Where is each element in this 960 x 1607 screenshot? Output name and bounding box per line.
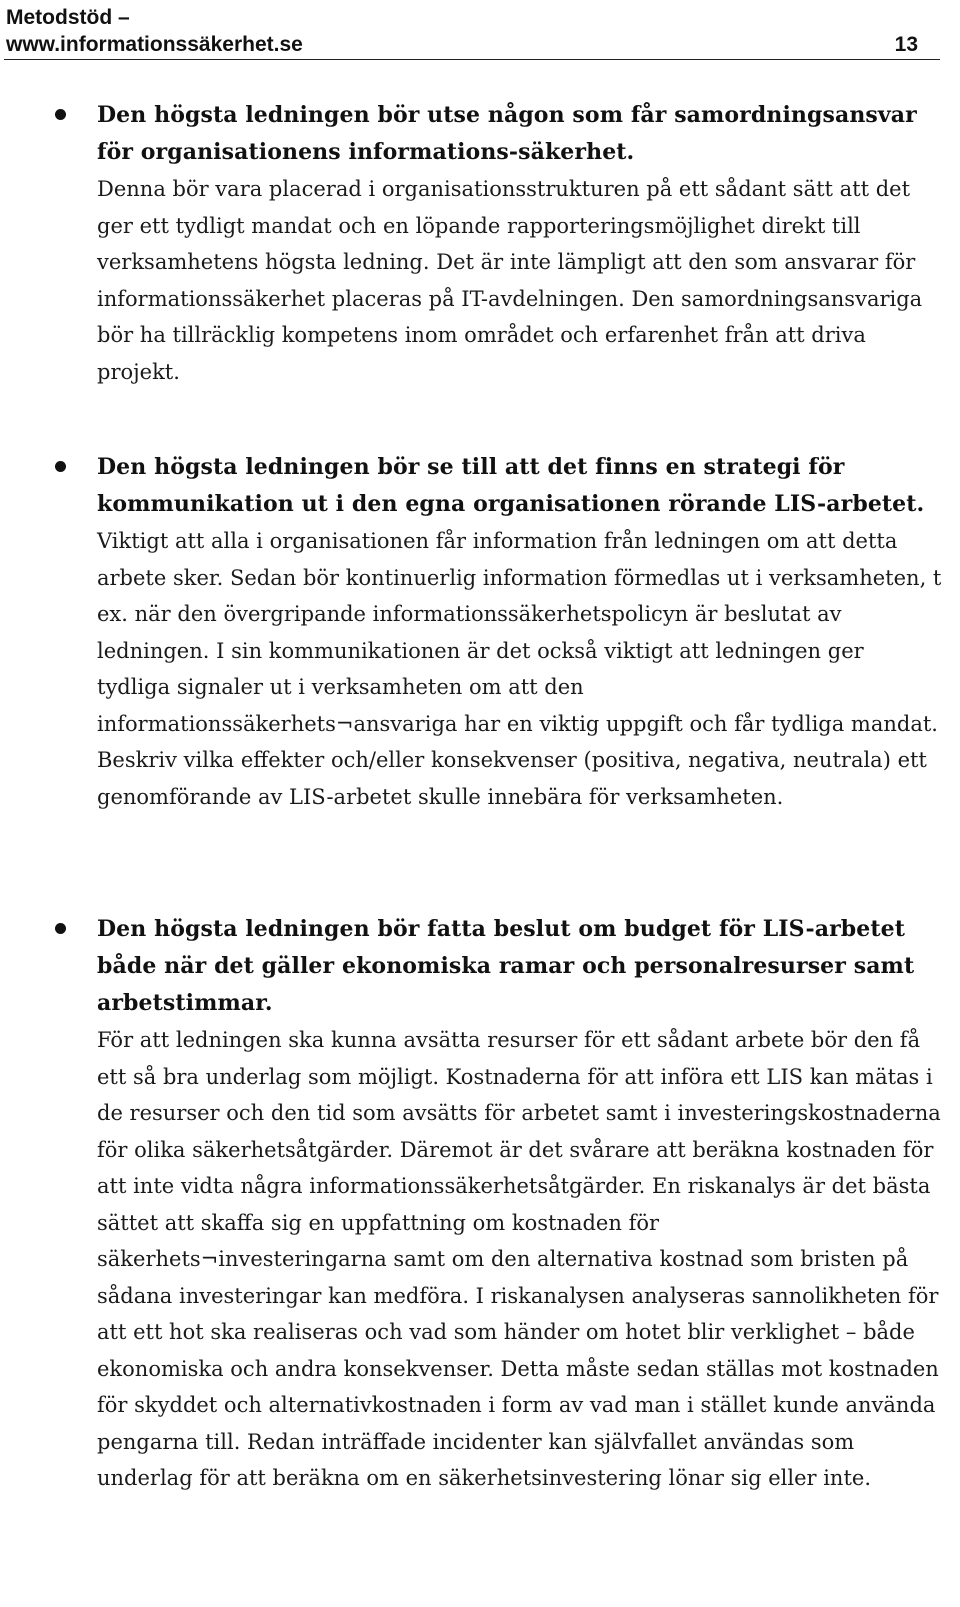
page-header [6,4,940,58]
bullet-icon [55,109,66,120]
list-item-body: Viktigt att alla i organisationen får information från ledningen om att detta arbete sker. Sedan bör kontinuerlig information förmedlas ut i verksamheten, t ex. när den övergripande informationssäkerhetspolicyn är beslutat av ledningen. I sin kommunikationen är det också viktigt att ledningen ger tydliga signaler ut i verksamheten om att den informationssäkerhets¬ansvariga har en viktig uppgift och får tydliga mandat. Beskriv vilka effekter och/eller konsekvenser (positiva, negativa, neutrala) ett genomförande av LIS-arbetet skulle innebära för verksamheten. [97,529,942,809]
list-item-heading: Den högsta ledningen bör utse någon som får samordningsansvar för organisationens informations-säkerhet. [97,102,917,165]
list-item-content [97,911,942,1497]
list-item-heading: Den högsta ledningen bör se till att det finns en strategi för kommunikation ut i den egna organisationen rörande LIS-arbetet. [97,454,925,517]
list-item-content [97,449,942,815]
page-number: 13 [894,33,918,56]
bullet-icon [55,461,66,472]
header-website: www.informationssäkerhet.se [6,33,303,56]
list-item-heading: Den högsta ledningen bör fatta beslut om budget för LIS-arbetet både när det gäller ekonomiska ramar och personalresurser samt arbetstimmar. [97,916,915,1016]
list-item-content [97,97,942,390]
list-item-body: Denna bör vara placerad i organisationsstrukturen på ett sådant sätt att det ger ett tydligt mandat och en löpande rapporteringsmöjlighet direkt till verksamhetens högsta ledning. Det är inte lämpligt att den som ansvarar för informationssäkerhet placeras på IT-avdelningen. Den samordningsansvariga bör ha tillräcklig kompetens inom området och erfarenhet från att driva projekt. [97,177,923,384]
header-divider [4,59,940,60]
header-title: Metodstöd – [6,6,130,29]
bullet-icon [55,923,66,934]
list-item-body: För att ledningen ska kunna avsätta resurser för ett sådant arbete bör den få ett så bra underlag som möjligt. Kostnaderna för att införa ett LIS kan mätas i de resurser och den tid som avsätts för arbetet samt i investeringskostnaderna för olika säkerhetsåtgärder. Däremot är det svårare att beräkna kostnaden för att inte vidta några informationssäkerhetsåtgärder. En riskanalys är det bästa sättet att skaffa sig en uppfattning om kostnaden för säkerhets¬investeringarna samt om den alternativa kostnad som bristen på sådana investeringar kan medföra. I riskanalysen analyseras sannolikheten för att ett hot ska realiseras och vad som händer om hotet blir verklighet – både ekonomiska och andra konsekvenser. Detta måste sedan ställas mot kostnaden för skyddet och alternativkostnaden i form av vad man i stället kunde använda pengarna till. Redan inträffade incidenter kan självfallet användas som underlag för att beräkna om en säkerhetsinvestering lönar sig eller inte. [97,1028,941,1490]
